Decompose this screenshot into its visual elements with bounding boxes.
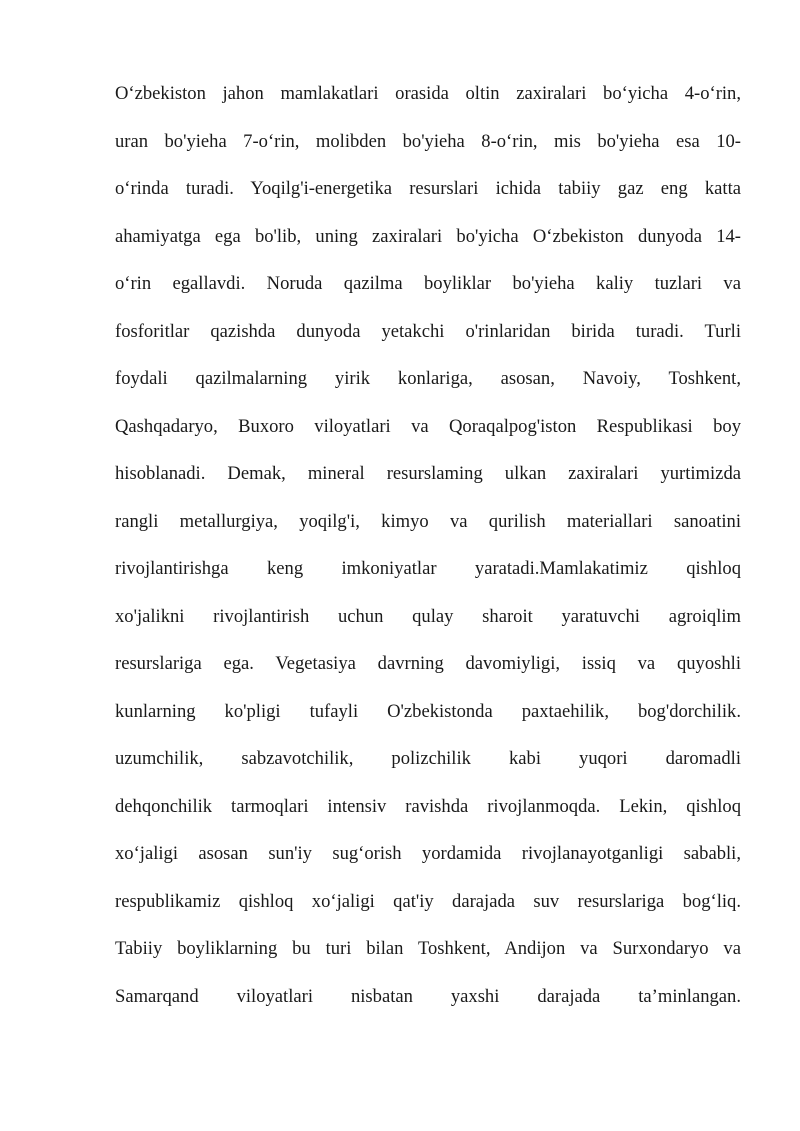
text-line: Samarqand viloyatlari nisbatan yaxshi darajada ta’minlangan. [115,985,741,1007]
text-line: Qashqadaryo, Buxoro viloyatlari va Qoraqalpog'iston Respublikasi boy [115,415,741,437]
text-line: fosforitlar qazishda dunyoda yetakchi o'rinlaridan birida turadi. Turli [115,320,741,342]
text-line: rangli metallurgiya, yoqilg'i, kimyo va qurilish materiallari sanoatini [115,510,741,532]
text-line: xo'jalikni rivojlantirish uchun qulay sharoit yaratuvchi agroiqlim [115,605,741,627]
text-line: ahamiyatga ega bo'lib, uning zaxiralari bo'yicha O‘zbekiston dunyoda 14- [115,225,741,247]
text-line: resurslariga ega. Vegetasiya davrning davomiyligi, issiq va quyoshli [115,653,741,674]
text-line: kunlarning ko'pligi tufayli O'zbekistonda paxtaehilik, bog'dorchilik. [115,700,741,722]
text-line: respublikamiz qishloq xo‘jaligi qat'iy darajada suv resurslariga bog‘liq. [115,890,741,912]
text-line: uzumchilik, sabzavotchilik, polizchilik kabi yuqori daromadli [115,748,741,769]
text-line: xo‘jaligi asosan sun'iy sug‘orish yordamida rivojlanayotganligi sababli, [115,843,741,864]
text-line: Tabiiy boyliklarning bu turi bilan Toshkent, Andijon va Surxondaryo va [115,938,741,959]
text-line: o‘rinda turadi. Yoqilg'i-energetika resurslari ichida tabiiy gaz eng katta [115,178,741,199]
text-line: O‘zbekiston jahon mamlakatlari orasida oltin zaxiralari bo‘yicha 4-o‘rin, [115,83,741,104]
body-paragraph [115,70,741,1020]
text-line: uran bo'yieha 7-o‘rin, molibden bo'yieha 8-o‘rin, mis bo'yieha esa 10- [115,130,741,152]
text-line: dehqonchilik tarmoqlari intensiv ravishda rivojlanmoqda. Lekin, qishloq [115,795,741,817]
text-line: rivojlantirishga keng imkoniyatlar yaratadi.Mamlakatimiz qishloq [115,558,741,579]
text-line: hisoblanadi. Demak, mineral resurslaming ulkan zaxiralari yurtimizda [115,463,741,484]
text-line: o‘rin egallavdi. Noruda qazilma boyliklar bo'yieha kaliy tuzlari va [115,273,741,294]
text-line: foydali qazilmalarning yirik konlariga, asosan, Navoiy, Toshkent, [115,368,741,389]
